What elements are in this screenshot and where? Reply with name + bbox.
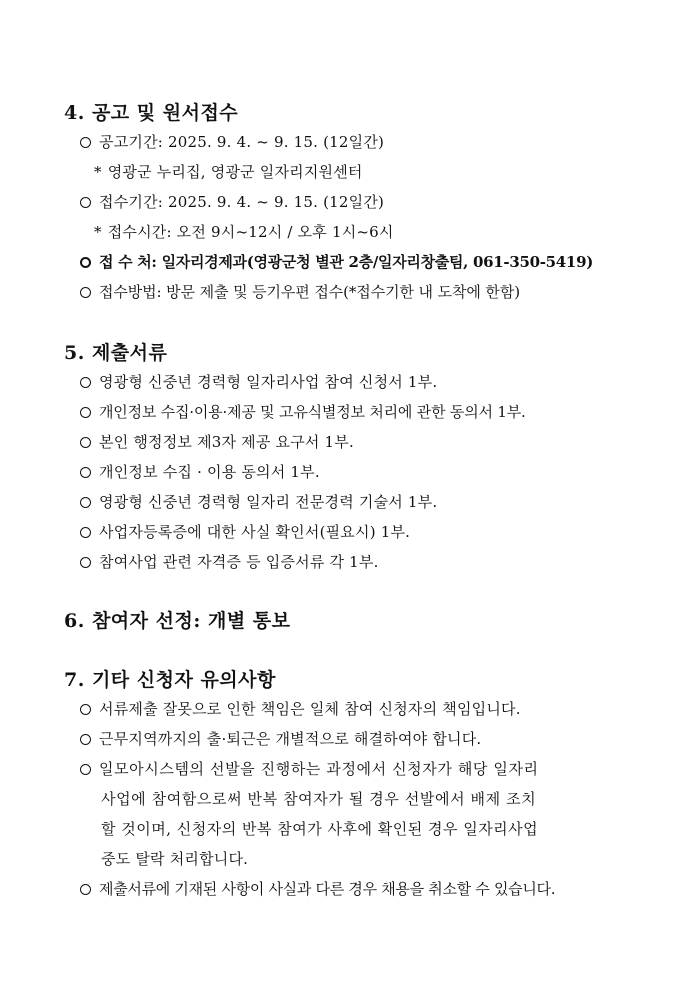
circle-bullet-icon (80, 197, 91, 208)
circle-bullet-icon (80, 257, 91, 268)
list-item (80, 191, 384, 212)
circle-bullet-icon (80, 287, 91, 298)
circle-bullet-icon (80, 764, 91, 775)
item-text: 일모아시스템의 선발을 진행하는 과정에서 신청자가 해당 일자리 (99, 760, 539, 778)
circle-bullet-icon (80, 557, 91, 568)
note-item (94, 221, 394, 242)
item-continuation-line: 중도 탈락 처리합니다. (101, 850, 249, 868)
item-text: 접수기간: 2025. 9. 4. ~ 9. 15. (12일간) (99, 193, 385, 211)
item-text: 영광형 신중년 경력형 일자리사업 참여 신청서 1부. (99, 373, 438, 391)
list-item-reception-office (80, 251, 593, 272)
asterisk-marker: * (94, 163, 102, 181)
section-4-heading: 4. 공고 및 원서접수 (64, 102, 239, 124)
list-item (80, 461, 320, 482)
circle-bullet-icon (80, 497, 91, 508)
circle-bullet-icon (80, 734, 91, 745)
list-item (80, 491, 437, 512)
item-continuation-line: 사업에 참여함으로써 반복 참여자가 될 경우 선발에서 배제 조치 (101, 790, 537, 808)
circle-bullet-icon (80, 467, 91, 478)
circle-bullet-icon (80, 377, 91, 388)
item-text: 개인정보 수집·이용·제공 및 고유식별정보 처리에 관한 동의서 1부. (99, 403, 526, 421)
list-item (80, 878, 555, 899)
list-item (80, 131, 384, 152)
circle-bullet-icon (80, 407, 91, 418)
circle-bullet-icon (80, 437, 91, 448)
note-item (94, 161, 363, 182)
circle-bullet-icon (80, 527, 91, 538)
section-5-heading: 5. 제출서류 (64, 342, 168, 364)
item-continuation-line: 할 것이며, 신청자의 반복 참여가 사후에 확인된 경우 일자리사업 (101, 820, 539, 838)
list-item (80, 551, 379, 572)
item-text: 본인 행정정보 제3자 제공 요구서 1부. (99, 433, 354, 451)
item-text: 개인정보 수집 · 이용 동의서 1부. (99, 463, 320, 481)
item-text: 접수방법: 방문 제출 및 등기우편 접수(*접수기한 내 도착에 한함) (99, 283, 520, 301)
circle-bullet-icon (80, 884, 91, 895)
list-item (80, 431, 354, 452)
item-text: 영광형 신중년 경력형 일자리 전문경력 기술서 1부. (99, 493, 438, 511)
list-item-multiline (80, 758, 539, 779)
item-text: 접 수 처: 일자리경제과(영광군청 별관 2층/일자리창출팀, 061-350-5419) (99, 253, 594, 271)
list-item (80, 728, 481, 749)
circle-bullet-icon (80, 704, 91, 715)
note-text: 접수시간: 오전 9시~12시 / 오후 1시~6시 (107, 223, 394, 241)
item-text: 제출서류에 기재된 사항이 사실과 다른 경우 채용을 취소할 수 있습니다. (99, 880, 556, 898)
list-item (80, 371, 437, 392)
item-text: 공고기간: 2025. 9. 4. ~ 9. 15. (12일간) (99, 133, 385, 151)
asterisk-marker: * (94, 223, 102, 241)
list-item (80, 401, 526, 422)
section-7-heading: 7. 기타 신청자 유의사항 (64, 669, 276, 691)
item-text: 서류제출 잘못으로 인한 책임은 일체 참여 신청자의 책임입니다. (99, 700, 521, 718)
list-item (80, 521, 410, 542)
note-text: 영광군 누리집, 영광군 일자리지원센터 (107, 163, 363, 181)
item-text: 참여사업 관련 자격증 등 입증서류 각 1부. (99, 553, 379, 571)
item-text: 근무지역까지의 출·퇴근은 개별적으로 해결하여야 합니다. (99, 730, 482, 748)
item-text: 사업자등록증에 대한 사실 확인서(필요시) 1부. (99, 523, 411, 541)
section-6-heading: 6. 참여자 선정: 개별 통보 (64, 610, 291, 632)
circle-bullet-icon (80, 137, 91, 148)
list-item (80, 281, 520, 302)
list-item (80, 698, 521, 719)
